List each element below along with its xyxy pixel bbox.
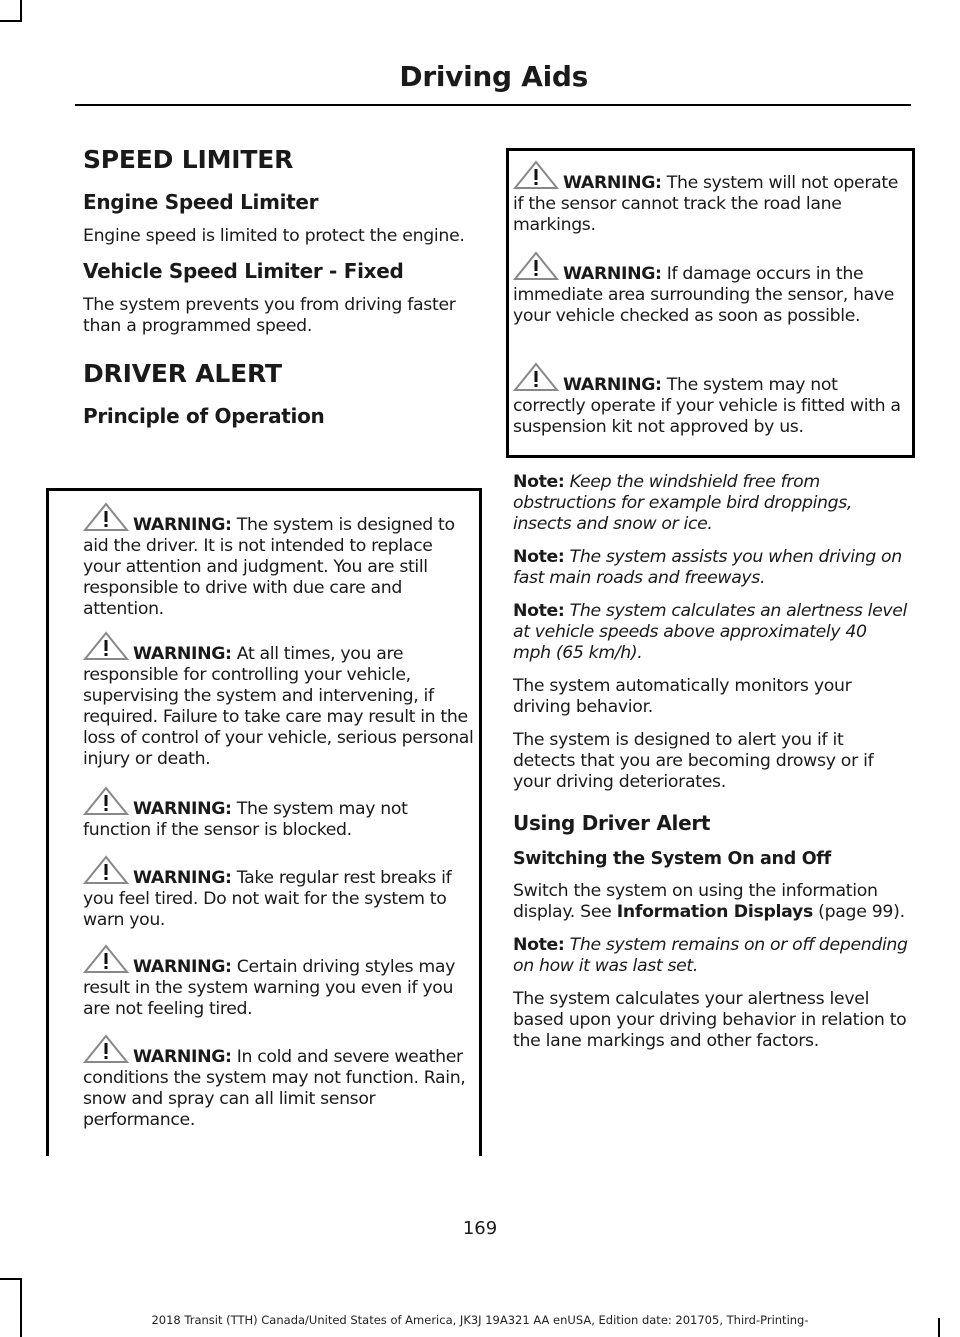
- warning-text: Certain driving styles may result in the system warning you even if you are not feeling tired.: [83, 957, 456, 1019]
- warning-text: Take regular rest breaks if you feel tired. Do not wait for the system to warn you.: [83, 868, 452, 930]
- warning-triangle-icon: [513, 160, 559, 190]
- warning-triangle-icon: [513, 362, 559, 392]
- left-column: [83, 145, 475, 440]
- warning-right-1: [513, 160, 908, 236]
- switch-text: Switch the system on using the information display. See: [513, 881, 878, 922]
- warning-triangle-icon: [83, 1034, 129, 1064]
- warning-text: The system is designed to aid the driver. It is not intended to replace your attention and judgment. You are still responsible to drive with due care and attention.: [83, 515, 455, 619]
- warning-label: WARNING:: [563, 375, 662, 395]
- heading-speed-limiter: SPEED LIMITER: [83, 145, 294, 174]
- warning-text: The system may not function if the sensor is blocked.: [83, 799, 408, 840]
- paragraph-designed: The system is designed to alert you if it detects that you are becoming drowsy or if your driving deteriorates.: [513, 730, 874, 792]
- heading-vehicle-speed-limiter: Vehicle Speed Limiter - Fixed: [83, 259, 404, 283]
- note-label: Note:: [513, 547, 565, 567]
- heading-driver-alert: DRIVER ALERT: [83, 359, 282, 388]
- warning-triangle-icon: [83, 502, 129, 532]
- warning-right-3: [513, 362, 908, 438]
- note-3: [513, 601, 908, 664]
- note-text: The system calculates an alertness level at vehicle speeds above approximately 40 mph (65 km/h).: [513, 601, 908, 663]
- warning-1: [83, 502, 475, 620]
- warning-label: WARNING:: [133, 644, 232, 664]
- note-label: Note:: [513, 935, 565, 955]
- warning-text: The system will not operate if the sensor cannot track the road lane markings.: [513, 173, 899, 235]
- note-label: Note:: [513, 601, 565, 621]
- heading-engine-speed-limiter: Engine Speed Limiter: [83, 190, 319, 214]
- note-label: Note:: [513, 472, 565, 492]
- paragraph-monitors: The system automatically monitors your driving behavior.: [513, 676, 852, 717]
- heading-switching: Switching the System On and Off: [513, 849, 831, 869]
- right-column-body: [513, 472, 908, 1064]
- note-text: Keep the windshield free from obstructions for example bird droppings, insects and snow or ice.: [513, 472, 853, 534]
- section-title: Driving Aids: [399, 60, 588, 93]
- warning-triangle-icon: [513, 251, 559, 281]
- heading-using-driver-alert: Using Driver Alert: [513, 811, 711, 835]
- warning-3: [83, 786, 475, 841]
- warning-triangle-icon: [83, 855, 129, 885]
- note-text: The system assists you when driving on fast main roads and freeways.: [513, 547, 902, 588]
- warning-triangle-icon: [83, 944, 129, 974]
- page-number: 169: [462, 1218, 498, 1239]
- warning-label: WARNING:: [133, 1047, 232, 1067]
- warning-label: WARNING:: [133, 515, 232, 535]
- warning-6: [83, 1034, 475, 1131]
- warning-4: [83, 855, 475, 931]
- warning-text: If damage occurs in the immediate area surrounding the sensor, have your vehicle checked as soon as possible.: [513, 264, 895, 326]
- note-2: [513, 547, 908, 589]
- warning-text: In cold and severe weather conditions the system may not function. Rain, snow and spray can all limit sensor performance.: [83, 1047, 466, 1130]
- note-1: [513, 472, 908, 535]
- warning-triangle-icon: [83, 631, 129, 661]
- paragraph-calculates: The system calculates your alertness level based upon your driving behavior in relation to the lane markings and other factors.: [513, 989, 907, 1051]
- warning-triangle-icon: [83, 786, 129, 816]
- information-displays-link[interactable]: Information Displays: [616, 902, 813, 922]
- note-remains: [513, 935, 908, 977]
- paragraph-switch: [513, 881, 908, 923]
- paragraph-engine-speed: Engine speed is limited to protect the engine.: [83, 226, 465, 246]
- heading-principle-of-operation: Principle of Operation: [83, 404, 325, 428]
- warning-text: The system may not correctly operate if your vehicle is fitted with a suspension kit not approved by us.: [513, 375, 901, 437]
- warning-text: At all times, you are responsible for controlling your vehicle, supervising the system and intervening, if required. Failure to take care may result in the loss of control of your vehicle, serious personal injury or death.: [83, 644, 474, 769]
- warning-right-2: [513, 251, 908, 327]
- crop-mark: [0, 1278, 22, 1280]
- switch-page-ref: (page 99).: [812, 902, 905, 922]
- warning-label: WARNING:: [563, 173, 662, 193]
- warning-label: WARNING:: [133, 799, 232, 819]
- warning-label: WARNING:: [133, 868, 232, 888]
- warning-2: [83, 631, 475, 770]
- crop-mark: [0, 20, 22, 22]
- crop-mark: [20, 1278, 22, 1337]
- warning-5: [83, 944, 475, 1020]
- edition-footer: 2018 Transit (TTH) Canada/United States of America, JK3J 19A321 AA enUSA, Edition date: 201705, Third-Printing-: [151, 1313, 809, 1327]
- header-rule: [75, 104, 911, 106]
- warning-label: WARNING:: [563, 264, 662, 284]
- paragraph-vehicle-speed: The system prevents you from driving faster than a programmed speed.: [83, 295, 456, 336]
- crop-mark: [20, 0, 22, 22]
- warning-label: WARNING:: [133, 957, 232, 977]
- note-text: The system remains on or off depending on how it was last set.: [513, 935, 908, 976]
